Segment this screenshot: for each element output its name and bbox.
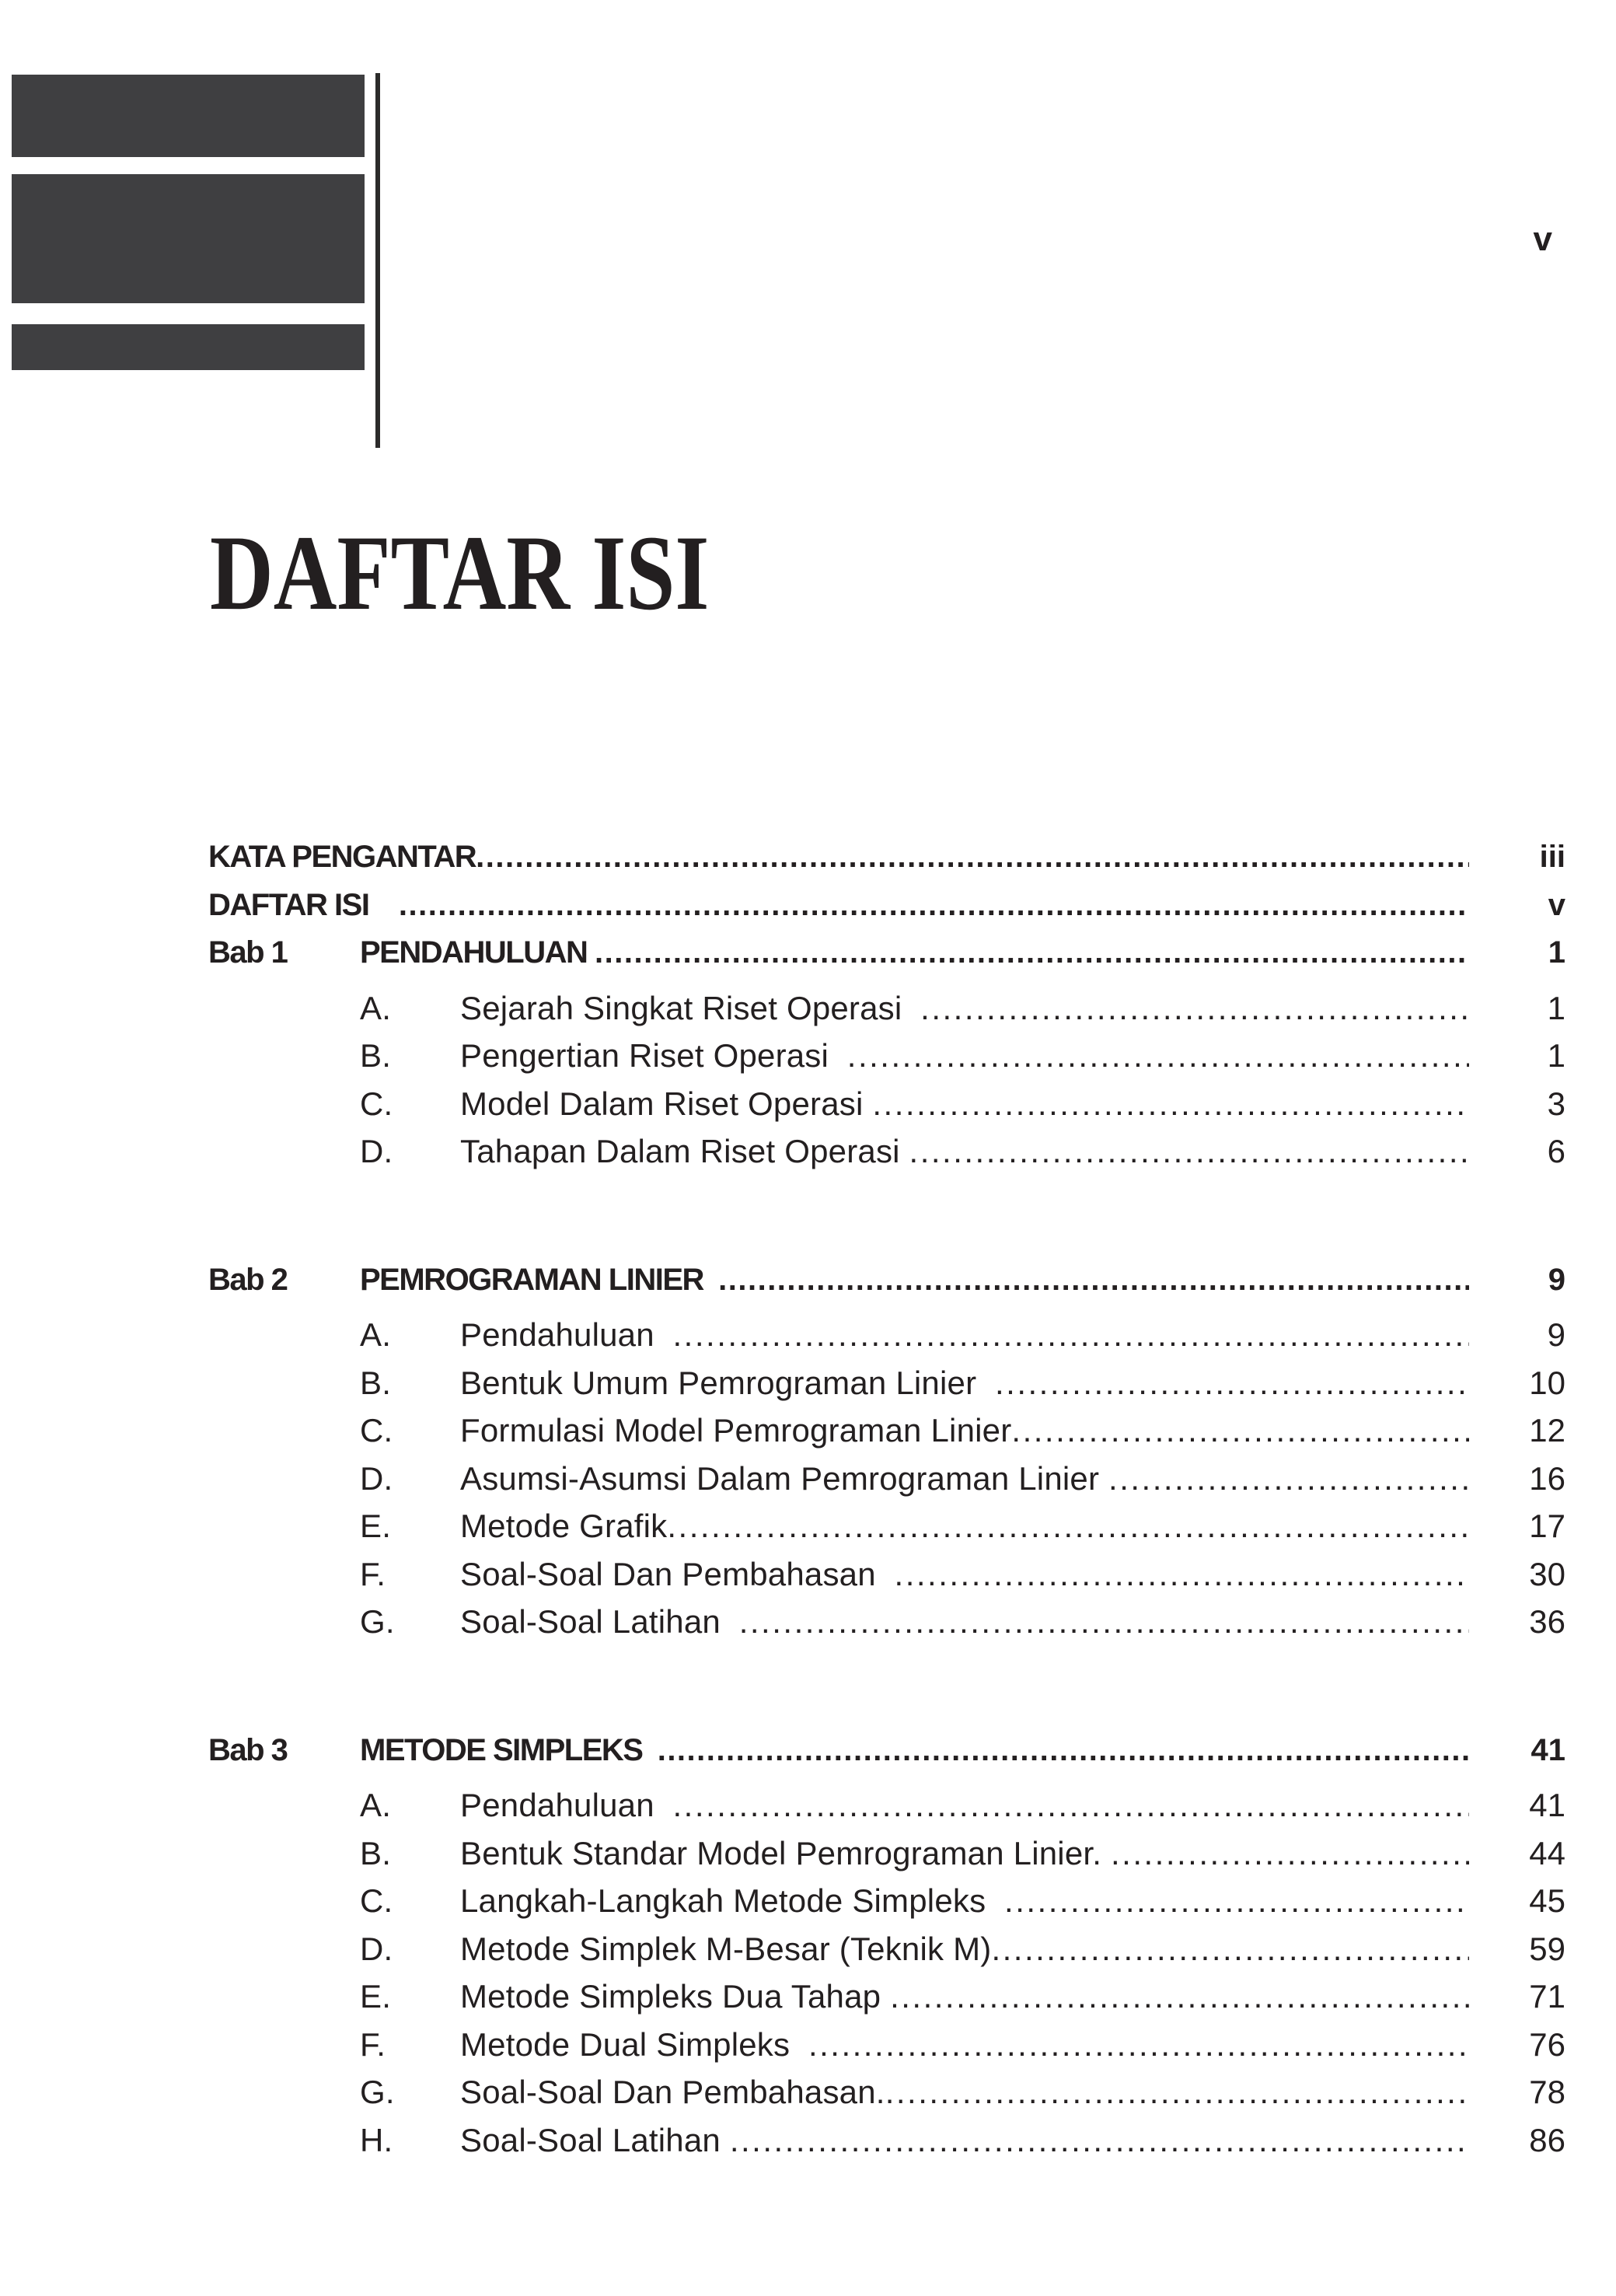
toc-row xyxy=(208,1550,1565,1599)
dotted-leader xyxy=(399,882,1469,930)
item-page-number: 76 xyxy=(1529,2025,1565,2063)
indent-spacer xyxy=(208,1455,360,1503)
indent-spacer xyxy=(208,1080,360,1128)
indent-spacer xyxy=(208,1781,360,1829)
indent-spacer xyxy=(208,2021,360,2069)
folio-page-number: v xyxy=(1533,220,1552,258)
item-letter: A. xyxy=(360,989,392,1026)
dotted-leader xyxy=(595,929,1469,977)
item-letter: A. xyxy=(360,1316,392,1353)
logo-divider-rule xyxy=(375,73,380,448)
item-page-number: 12 xyxy=(1529,1412,1565,1449)
item-letter: F. xyxy=(360,2025,386,2063)
dotted-leader xyxy=(739,1598,1469,1646)
item-page-number: 9 xyxy=(1547,1316,1565,1353)
item-title: METODE SIMPLEKS xyxy=(360,1732,658,1767)
item-page-number: 1 xyxy=(1548,935,1565,970)
item-page-number: 71 xyxy=(1529,1978,1565,2015)
toc-row xyxy=(208,2021,1565,2069)
dotted-leader xyxy=(991,1925,1469,1973)
item-page-number: 17 xyxy=(1529,1508,1565,1544)
toc-row xyxy=(208,882,1565,930)
toc-row xyxy=(208,1127,1565,1176)
toc-row xyxy=(208,1973,1565,2021)
indent-spacer xyxy=(208,1550,360,1599)
item-title: Soal-Soal Latihan xyxy=(460,2121,730,2158)
page-title: DAFTAR ISI xyxy=(210,513,710,632)
item-page-number: 45 xyxy=(1529,1882,1565,1919)
dotted-leader xyxy=(995,1359,1469,1407)
item-page-number: 6 xyxy=(1547,1133,1565,1169)
indent-spacer xyxy=(208,1598,360,1646)
indent-spacer xyxy=(208,984,360,1033)
toc-row xyxy=(208,1311,1565,1359)
item-page-number: 78 xyxy=(1529,2074,1565,2110)
toc-row xyxy=(208,2068,1565,2116)
item-title: DAFTAR ISI xyxy=(208,887,399,922)
item-title: Bentuk Umum Pemrograman Linier xyxy=(460,1364,995,1401)
item-page-number: 41 xyxy=(1529,1787,1565,1823)
item-page-number: 41 xyxy=(1530,1732,1565,1767)
item-title: Tahapan Dalam Riset Operasi xyxy=(460,1133,909,1169)
item-title: Metode Grafik xyxy=(460,1508,668,1544)
item-letter: B. xyxy=(360,1364,392,1401)
toc-row xyxy=(208,1829,1565,1878)
item-letter: C. xyxy=(360,1085,393,1122)
toc-group-2 xyxy=(208,1256,1565,1646)
item-letter: H. xyxy=(360,2121,393,2158)
indent-spacer xyxy=(208,1032,360,1080)
item-letter: A. xyxy=(360,1787,392,1823)
item-page-number: 10 xyxy=(1529,1364,1565,1401)
item-title: Soal-Soal Dan Pembahasan xyxy=(460,1555,895,1592)
toc-row xyxy=(208,984,1565,1033)
item-page-number: 1 xyxy=(1547,1037,1565,1074)
item-title: Sejarah Singkat Riset Operasi xyxy=(460,989,921,1026)
dotted-leader xyxy=(1011,1407,1469,1455)
dotted-leader xyxy=(658,1727,1469,1775)
item-page-number: 1 xyxy=(1547,989,1565,1026)
dotted-leader xyxy=(895,1550,1469,1599)
item-letter: G. xyxy=(360,2074,395,2110)
dotted-leader xyxy=(476,833,1469,882)
item-letter: B. xyxy=(360,1834,392,1871)
toc-row xyxy=(208,1877,1565,1925)
item-title: KATA PENGANTAR xyxy=(208,840,476,874)
item-page-number: 9 xyxy=(1548,1262,1565,1297)
toc-row xyxy=(208,1502,1565,1550)
item-letter: E. xyxy=(360,1978,392,2015)
item-title: PENDAHULUAN xyxy=(360,935,595,970)
dotted-leader xyxy=(1108,1455,1469,1503)
item-title: Metode Dual Simpleks xyxy=(460,2025,808,2063)
toc-row xyxy=(208,1080,1565,1128)
item-letter: D. xyxy=(360,1133,393,1169)
item-title: Langkah-Langkah Metode Simpleks xyxy=(460,1882,1005,1919)
indent-spacer xyxy=(208,2116,360,2165)
item-letter: C. xyxy=(360,1882,393,1919)
item-title: Soal-Soal Latihan xyxy=(460,1603,739,1640)
dotted-leader xyxy=(890,1973,1469,2021)
dotted-leader xyxy=(847,1032,1469,1080)
toc-group-3 xyxy=(208,1727,1565,2165)
item-page-number: 30 xyxy=(1529,1555,1565,1592)
indent-spacer xyxy=(208,1925,360,1973)
logo-bar-3 xyxy=(12,324,365,370)
toc-row xyxy=(208,2116,1565,2165)
indent-spacer xyxy=(208,1829,360,1878)
item-letter: G. xyxy=(360,1603,395,1640)
item-letter: D. xyxy=(360,1459,393,1497)
item-letter: D. xyxy=(360,1930,393,1967)
indent-spacer xyxy=(208,1359,360,1407)
item-page-number: 36 xyxy=(1529,1603,1565,1640)
item-title: PEMROGRAMAN LINIER xyxy=(360,1262,719,1297)
item-title: Metode Simplek M-Besar (Teknik M) xyxy=(460,1930,992,1967)
indent-spacer xyxy=(208,1311,360,1359)
indent-spacer xyxy=(208,2068,360,2116)
dotted-leader xyxy=(808,2021,1469,2069)
item-letter: B. xyxy=(360,1037,392,1074)
chapter-number-label: Bab 3 xyxy=(208,1732,288,1767)
dotted-leader xyxy=(1004,1877,1469,1925)
item-title: Model Dalam Riset Operasi xyxy=(460,1085,873,1122)
toc-row xyxy=(208,1598,1565,1646)
item-page-number: v xyxy=(1548,887,1565,922)
toc-list xyxy=(208,833,1565,2164)
dotted-leader xyxy=(885,2068,1469,2116)
dotted-leader xyxy=(909,1127,1469,1176)
dotted-leader xyxy=(673,1311,1469,1359)
toc-row xyxy=(208,1925,1565,1973)
toc-row xyxy=(208,1032,1565,1080)
toc-row xyxy=(208,1455,1565,1503)
item-title: Soal-Soal Dan Pembahasan. xyxy=(460,2074,885,2110)
item-page-number: 44 xyxy=(1529,1834,1565,1871)
dotted-leader xyxy=(673,1781,1469,1829)
chapter-number-label: Bab 2 xyxy=(208,1262,288,1297)
toc-row xyxy=(208,833,1565,882)
item-letter: C. xyxy=(360,1412,393,1449)
toc-row xyxy=(208,929,1565,977)
logo-bar-2 xyxy=(12,174,365,303)
item-title: Asumsi-Asumsi Dalam Pemrograman Linier xyxy=(460,1459,1109,1497)
dotted-leader xyxy=(667,1502,1469,1550)
item-page-number: 16 xyxy=(1529,1459,1565,1497)
item-page-number: 59 xyxy=(1529,1930,1565,1967)
indent-spacer xyxy=(208,1502,360,1550)
item-title: Metode Simpleks Dua Tahap xyxy=(460,1978,891,2015)
chapter-number-label: Bab 1 xyxy=(208,935,288,970)
indent-spacer xyxy=(208,1127,360,1176)
dotted-leader xyxy=(718,1256,1469,1305)
item-page-number: iii xyxy=(1539,840,1565,874)
item-page-number: 3 xyxy=(1547,1085,1565,1122)
item-page-number: 86 xyxy=(1529,2121,1565,2158)
item-letter: F. xyxy=(360,1555,386,1592)
item-title: Pengertian Riset Operasi xyxy=(460,1037,847,1074)
item-title: Bentuk Standar Model Pemrograman Linier. xyxy=(460,1834,1111,1871)
toc-row xyxy=(208,1359,1565,1407)
item-title: Pendahuluan xyxy=(460,1316,673,1353)
dotted-leader xyxy=(730,2116,1469,2165)
dotted-leader xyxy=(872,1080,1469,1128)
toc-group-1 xyxy=(208,833,1565,1176)
toc-row xyxy=(208,1407,1565,1455)
item-title: Pendahuluan xyxy=(460,1787,673,1823)
logo-bar-1 xyxy=(12,75,365,157)
indent-spacer xyxy=(208,1973,360,2021)
dotted-leader xyxy=(920,984,1469,1033)
item-letter: E. xyxy=(360,1508,392,1544)
dotted-leader xyxy=(1111,1829,1469,1878)
toc-row xyxy=(208,1256,1565,1305)
toc-row xyxy=(208,1727,1565,1775)
item-title: Formulasi Model Pemrograman Linier xyxy=(460,1412,1012,1449)
indent-spacer xyxy=(208,1877,360,1925)
indent-spacer xyxy=(208,1407,360,1455)
toc-row xyxy=(208,1781,1565,1829)
